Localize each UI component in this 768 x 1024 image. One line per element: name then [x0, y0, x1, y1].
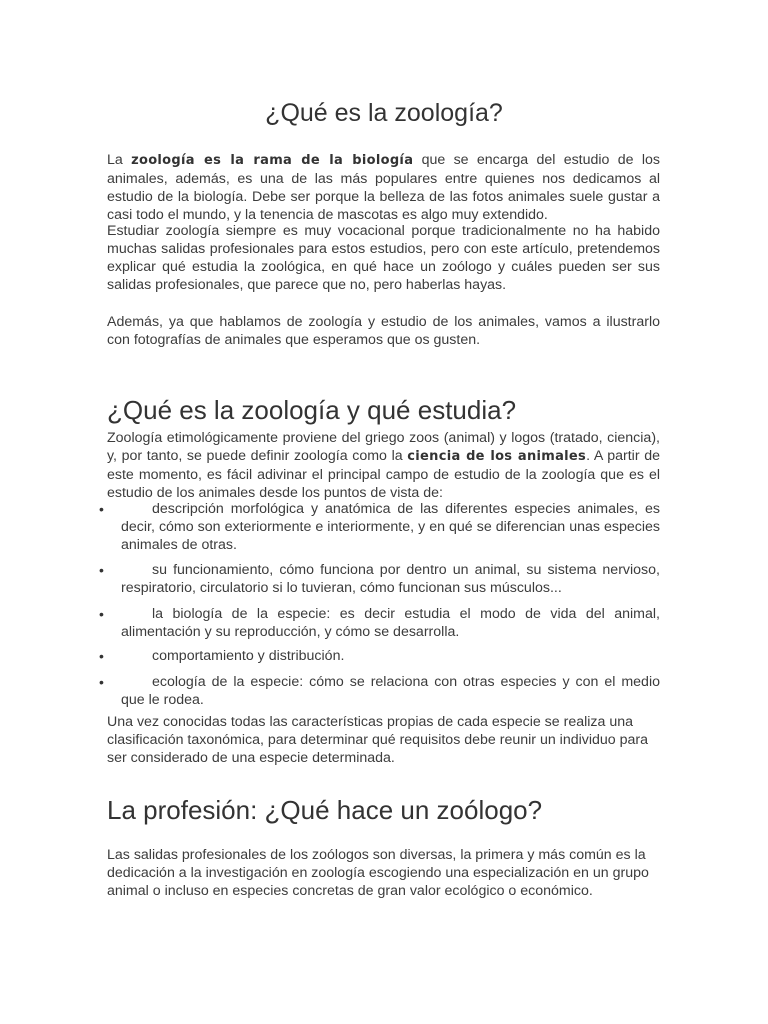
section-heading-profesion: La profesión: ¿Qué hace un zoólogo? — [107, 795, 543, 825]
section1-closing-paragraph: Una vez conocidas todas las características propias de cada especie se realiza una clasificación taxonómica, para determinar qué requisitos debe reunir un individuo para ser considerado de una especie determinada. — [107, 714, 649, 766]
section-heading-zoologia: ¿Qué es la zoología y qué estudia? — [107, 395, 517, 425]
intro-paragraph-3: Además, ya que hablamos de zoología y estudio de los animales, vamos a ilustrarlo con fotografías de animales que esperamos que os gusten. — [107, 314, 660, 348]
list-item-text: ecología de la especie: cómo se relaciona con otras especies y con el medio que le rodea. — [121, 674, 660, 708]
intro-bold-phrase: zoología es la rama de la biología — [131, 153, 414, 168]
bullet-icon: • — [99, 648, 104, 664]
page-title: ¿Qué es la zoología? — [265, 99, 503, 127]
section1-text-rest: . A partir de este momento, es fácil adivinar el principal campo de estudio de la zoología que es el estudio de los animales desde los puntos de vista de: — [107, 448, 660, 501]
list-item-text: la biología de la especie: es decir estudia el modo de vida del animal, alimentación y su reproducción, y cómo se desarrolla. — [121, 606, 660, 640]
bullet-icon: • — [99, 562, 104, 578]
intro-text-lead: La — [107, 152, 132, 168]
list-item-text: comportamiento y distribución. — [152, 648, 345, 664]
intro-text-rest: que se encarga del estudio de los animales, además, es una de las más populares entre quienes nos dedicamos al estudio de la biología. Debe ser porque la belleza de las fotos animales suele gustar a casi todo el mundo, y la tenencia de mascotas es algo muy extendido. — [107, 152, 660, 223]
intro-paragraph-2: Estudiar zoología siempre es muy vocacional porque tradicionalmente no ha habido muchas salidas profesionales para estos estudios, pero con este artículo, pretendemos explicar qué estudia la zoológica, en qué hace un zoólogo y cuáles pueden ser sus salidas profesionales, que parece que no, pero haberlas hayas. — [107, 223, 660, 293]
bullet-icon: • — [99, 606, 104, 622]
intro-paragraph-1 — [107, 151, 660, 224]
section1-text-lead: Zoología etimológicamente proviene del griego zoos (animal) y logos (tratado, ciencia), y, por tanto, se puede definir zoología como la — [107, 430, 660, 464]
section1-paragraph — [107, 429, 660, 502]
list-item-text: descripción morfológica y anatómica de las diferentes especies animales, es decir, cómo son exteriormente e interiormente, y en qué se diferencian unas especies animales de otras. — [121, 501, 660, 553]
bullet-icon: • — [99, 501, 104, 517]
bullet-icon: • — [99, 674, 104, 690]
section2-paragraph: Las salidas profesionales de los zoólogos son diversas, la primera y más común es la dedicación a la investigación en zoología escogiendo una especialización en un grupo animal o incluso en especies concretas de gran valor ecológico o económico. — [107, 847, 649, 899]
section1-bold-phrase: ciencia de los animales — [407, 449, 587, 464]
list-item-text: su funcionamiento, cómo funciona por dentro un animal, su sistema nervioso, respiratorio, circulatorio si lo tuvieran, cómo funcionan sus músculos... — [121, 562, 660, 596]
